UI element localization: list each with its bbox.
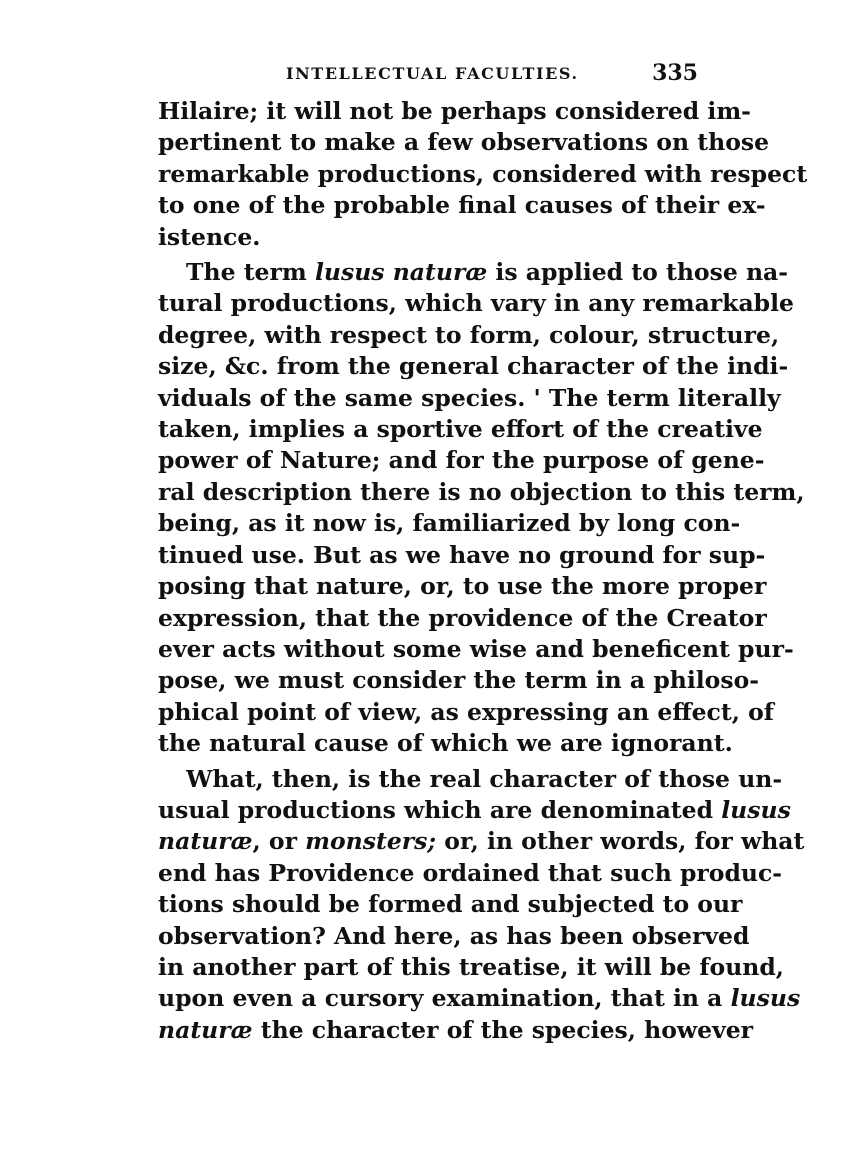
text-line: naturæ the character of the species, however xyxy=(158,1015,754,1044)
text-line: expression, that the providence of the Creator xyxy=(158,603,767,632)
text-line: viduals of the same species. ' The term literally xyxy=(158,383,781,412)
paragraph xyxy=(158,257,805,760)
text-line: degree, with respect to form, colour, structure, xyxy=(158,320,780,349)
text-line: ever acts without some wise and beneficent pur- xyxy=(158,634,794,663)
text-line: pertinent to make a few observations on those xyxy=(158,128,770,157)
text-line: ral description there is no objection to this term, xyxy=(158,477,805,506)
italic-term: lusus naturæ xyxy=(314,258,488,287)
text-line: observation? And here, as has been observed xyxy=(158,921,750,950)
italic-term: lusus xyxy=(730,984,801,1013)
text-line: Hilaire; it will not be perhaps considered im- xyxy=(158,97,751,125)
running-header xyxy=(158,56,700,96)
book-page xyxy=(158,56,808,1046)
text-line: power of Nature; and for the purpose of gene- xyxy=(158,446,765,475)
text-line: to one of the probable final causes of their ex- xyxy=(158,191,766,220)
paragraph xyxy=(158,96,808,253)
text-line: upon even a cursory examination, that in a lusus xyxy=(158,984,801,1013)
text-line: tural productions, which vary in any remarkable xyxy=(158,289,794,318)
italic-term: naturæ xyxy=(158,827,253,856)
running-title: INTELLECTUAL FACULTIES. xyxy=(286,64,579,83)
text-line: tions should be formed and subjected to our xyxy=(158,890,743,919)
text-line: istence. xyxy=(158,222,261,251)
text-line: being, as it now is, familiarized by long con- xyxy=(158,509,741,538)
italic-term: monsters; xyxy=(305,827,437,856)
text-line: What, then, is the real character of those un- xyxy=(186,764,783,793)
text-line: remarkable productions, considered with respect xyxy=(158,159,808,188)
text-line: taken, implies a sportive effort of the creative xyxy=(158,415,763,444)
italic-term: lusus xyxy=(721,795,791,824)
text-line: the natural cause of which we are ignorant. xyxy=(158,729,733,758)
text-line: end has Providence ordained that such produc- xyxy=(158,858,783,887)
italic-term: naturæ xyxy=(158,1015,253,1044)
text-line: size, &c. from the general character of the indi- xyxy=(158,352,789,381)
body-text xyxy=(158,96,808,1046)
text-line: usual productions which are denominated lusus xyxy=(158,795,791,824)
text-line: phical point of view, as expressing an effect, of xyxy=(158,697,774,726)
text-line: naturæ, or monsters; or, in other words, for what xyxy=(158,827,805,856)
text-line: tinued use. But as we have no ground for sup- xyxy=(158,540,766,569)
paragraph xyxy=(158,764,805,1047)
text-line: The term lusus naturæ is applied to those na- xyxy=(186,258,789,287)
text-line: in another part of this treatise, it will be found, xyxy=(158,952,784,981)
text-line: posing that nature, or, to use the more proper xyxy=(158,572,767,601)
text-line: pose, we must consider the term in a philoso- xyxy=(158,666,760,695)
page-number: 335 xyxy=(652,60,698,86)
